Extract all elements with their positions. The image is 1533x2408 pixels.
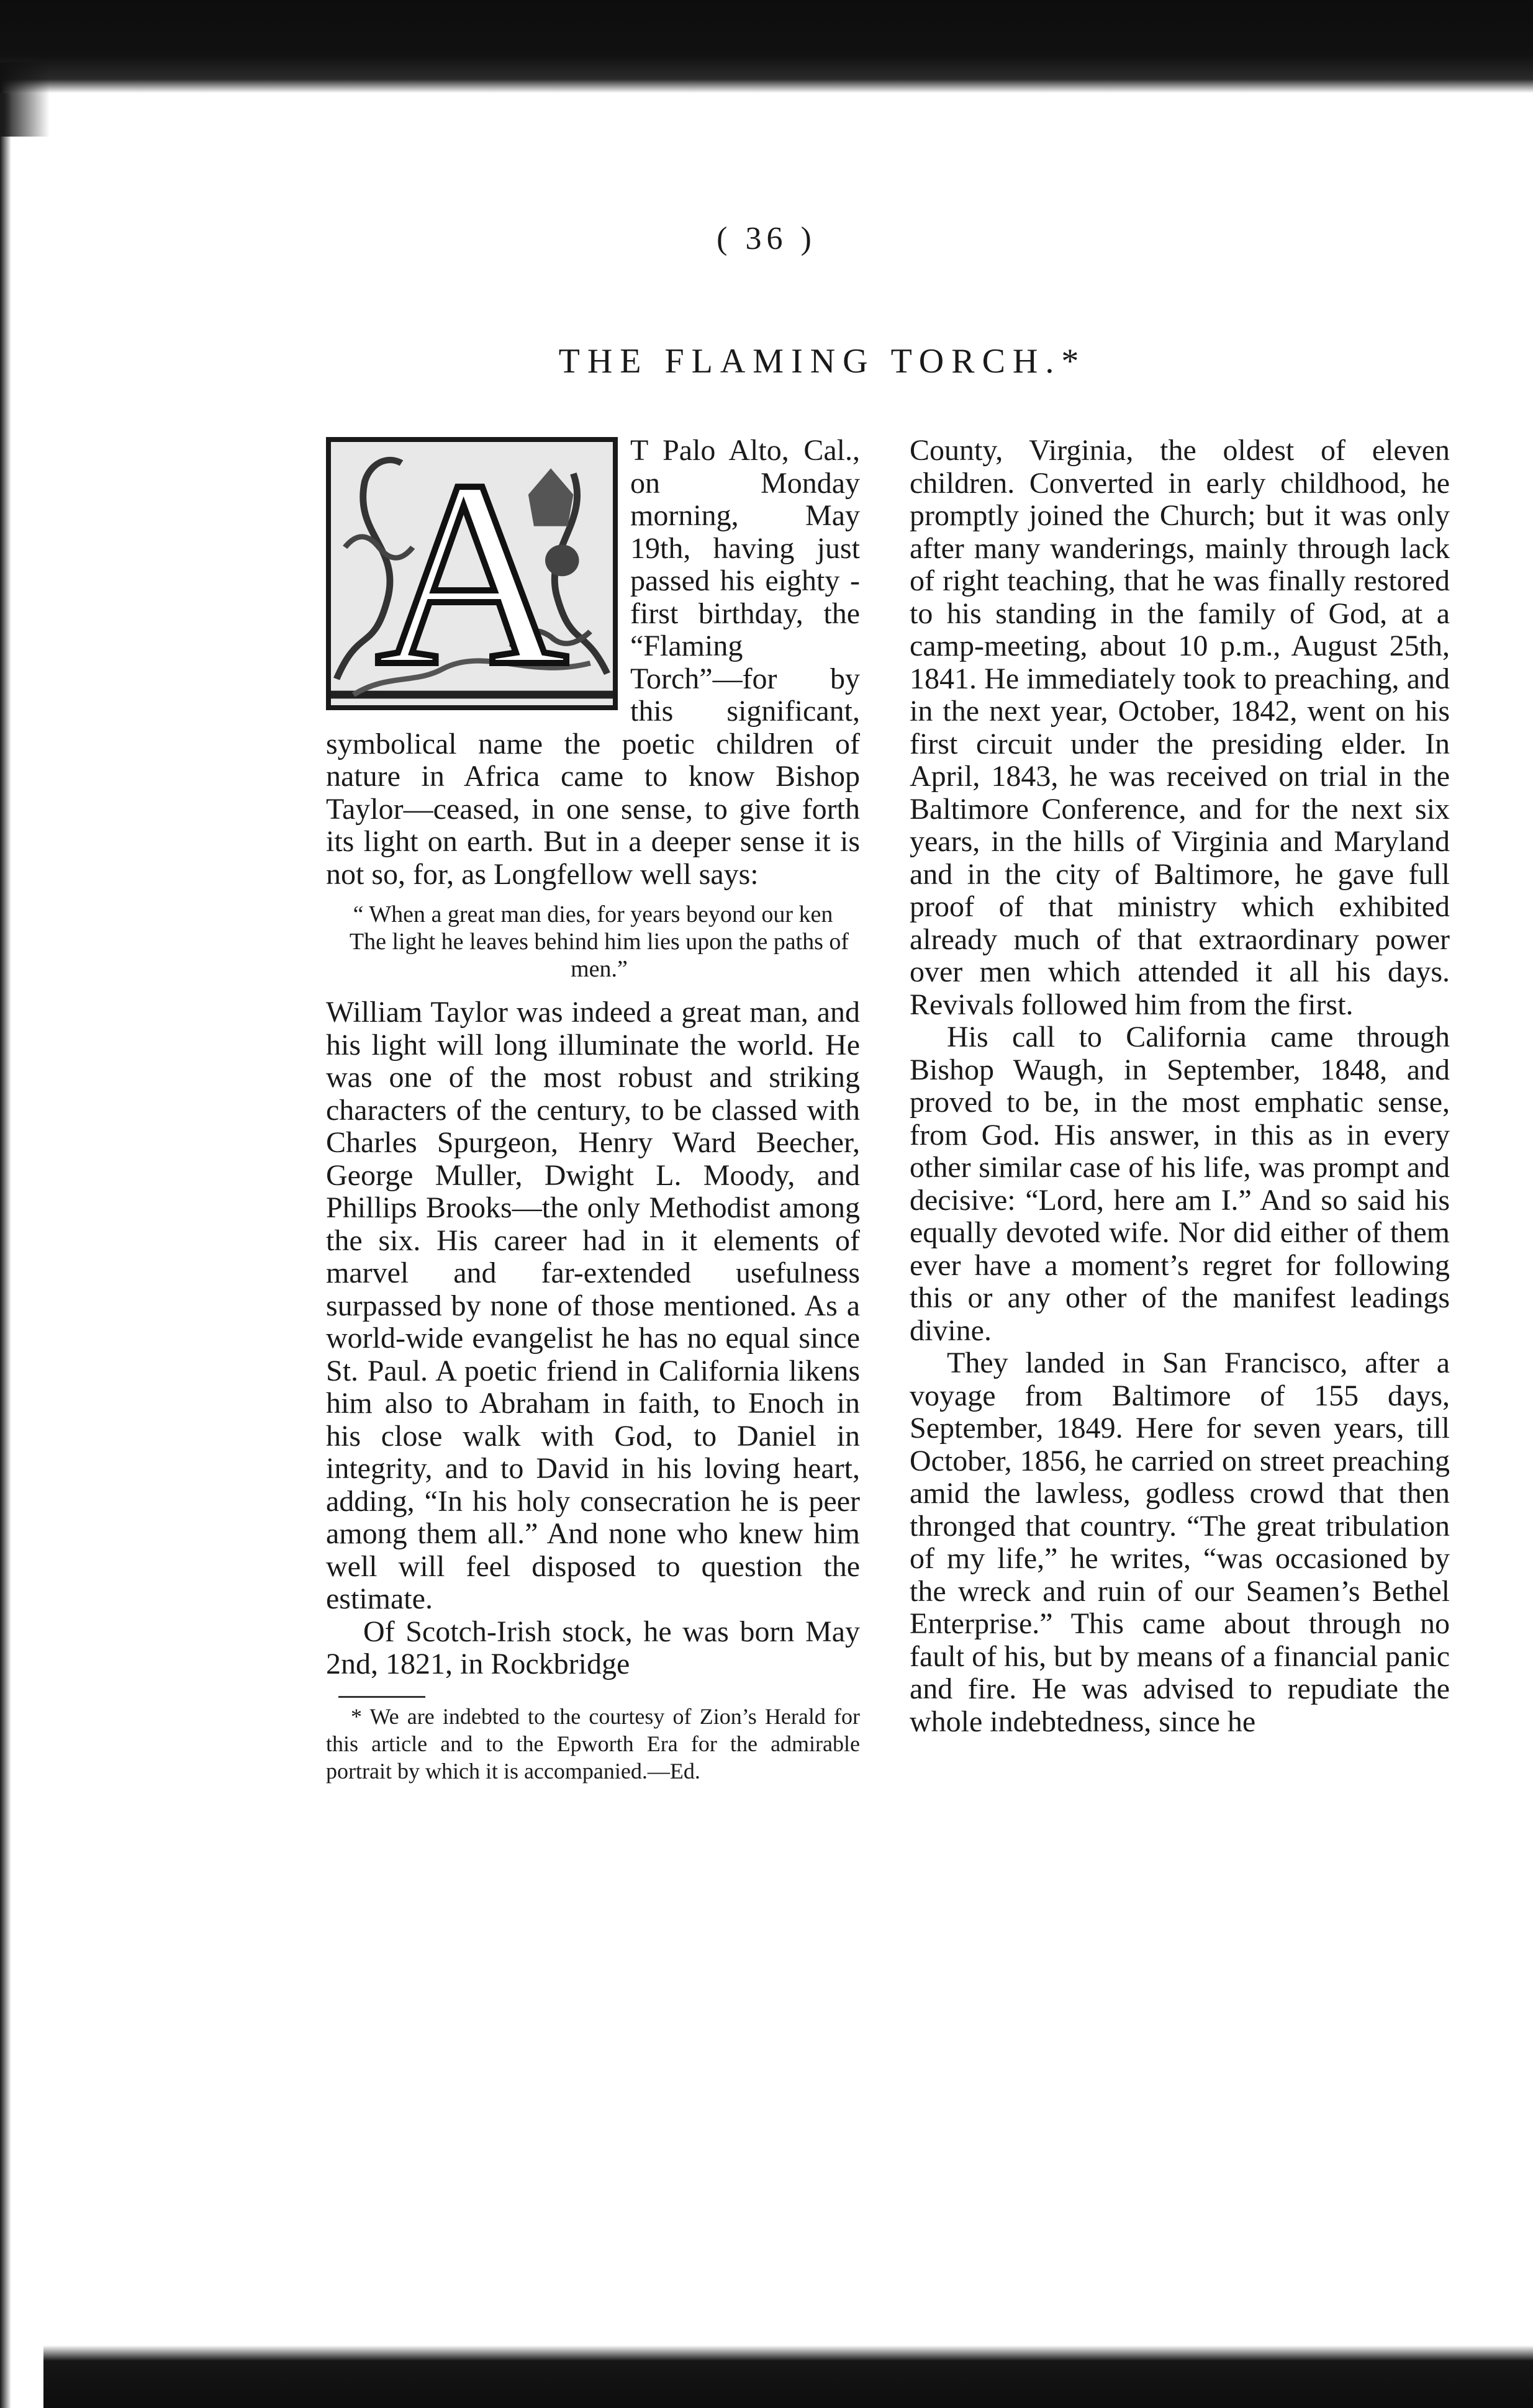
quote-line-1: “ When a great man dies, for years beyond our ken: [353, 901, 833, 927]
drop-cap-letter: A: [375, 426, 569, 721]
paragraph-taylor-greatness: William Taylor was indeed a great man, and his light will long illuminate the world. He was one of the most robust and striking characters of the century, to be classed with Charles Spurgeon, Henry Ward Beecher, George Muller, Dwight L. Moody, and Phillips Brooks—the only Methodist among the six. His career had in it elements of marvel and far-extended usefulness surpassed by none of those mentioned. As a world-wide evangelist he has no equal since St. Paul. A poetic friend in California likens him also to Abraham in faith, to Enoch in his close walk with God, to Daniel in integrity, and to David in his loving heart, adding, “In his holy consecration he is peer among them all.” And none who knew him well will feel disposed to question the estimate.: [326, 996, 860, 1615]
longfellow-quote: [326, 901, 860, 983]
quote-line-2: The light he leaves behind him lies upon the paths of men.”: [349, 929, 849, 982]
scan-border-left: [0, 93, 11, 2408]
left-column: [326, 426, 860, 1785]
footnote: * We are indebted to the courtesy of Zion’s Herald for this article and to the Epworth Era for the admirable portrait by which it is accompanied.—Ed.: [326, 1703, 860, 1783]
paragraph-birth: Of Scotch-Irish stock, he was born May 2nd, 1821, in Rockbridge: [326, 1615, 860, 1680]
paragraph-early-life: County, Virginia, the oldest of eleven children. Converted in early childhood, he promptly joined the Church; but it was only after many wanderings, mainly through lack of right teaching, that he was finally restored to his standing in the family of God, at a camp-meeting, about 10 p.m., August 25th, 1841. He immediately took to preaching, and in the next year, October, 1842, went on his first circuit under the presiding elder. In April, 1843, he was received on trial in the Baltimore Conference, and for the next six years, in the hills of Virginia and Maryland and in the city of Baltimore, he gave full proof of that ministry which exhibited already much of that extraordinary power over men which attended it all his days. Revivals followed him from the first.: [910, 434, 1450, 1021]
paragraph-california-call: His call to California came through Bishop Waugh, in September, 1848, and proved to be, in the most emphatic sense, from God. His answer, in this as in every other similar case of his life, was prompt and decisive: “Lord, here am I.” And so said his equally devoted wife. Nor did either of them ever have a moment’s regret for following this or any other of the manifest leadings divine.: [910, 1021, 1450, 1347]
paragraph-san-francisco: They landed in San Francisco, after a voyage from Baltimore of 155 days, September, 1849. Here for seven years, till October, 1856, he carried on street preaching amid the lawless, godless crowd that then thronged that country. “The great tribulation of my life,” he writes, “was occasioned by the wreck and ruin of our Seamen’s Bethel Enterprise.” This came about through no fault of his, but by means of a financial panic and fire. He was advised to repudiate the whole indebtedness, since he: [910, 1346, 1450, 1738]
drop-cap: [326, 426, 618, 721]
page-number: ( 36 ): [717, 221, 816, 256]
scan-border-top: [0, 0, 1533, 93]
scan-border-bottom: [43, 2345, 1533, 2408]
right-column: [910, 435, 1450, 1738]
article-title: THE FLAMING TORCH.*: [558, 342, 1087, 381]
footnote-rule: [338, 1696, 425, 1698]
paragraph-opening: T Palo Alto, Cal., on Monday morning, May 19th, having just passed his eighty - first birthday, the “Flaming Torch”—for by this significant, symbolical name the poetic children of nature in Africa came to know Bishop Taylor—ceased, in one sense, to give forth its light on earth. But in a deeper sense it is not so, for, as Longfellow well says:: [326, 434, 860, 891]
